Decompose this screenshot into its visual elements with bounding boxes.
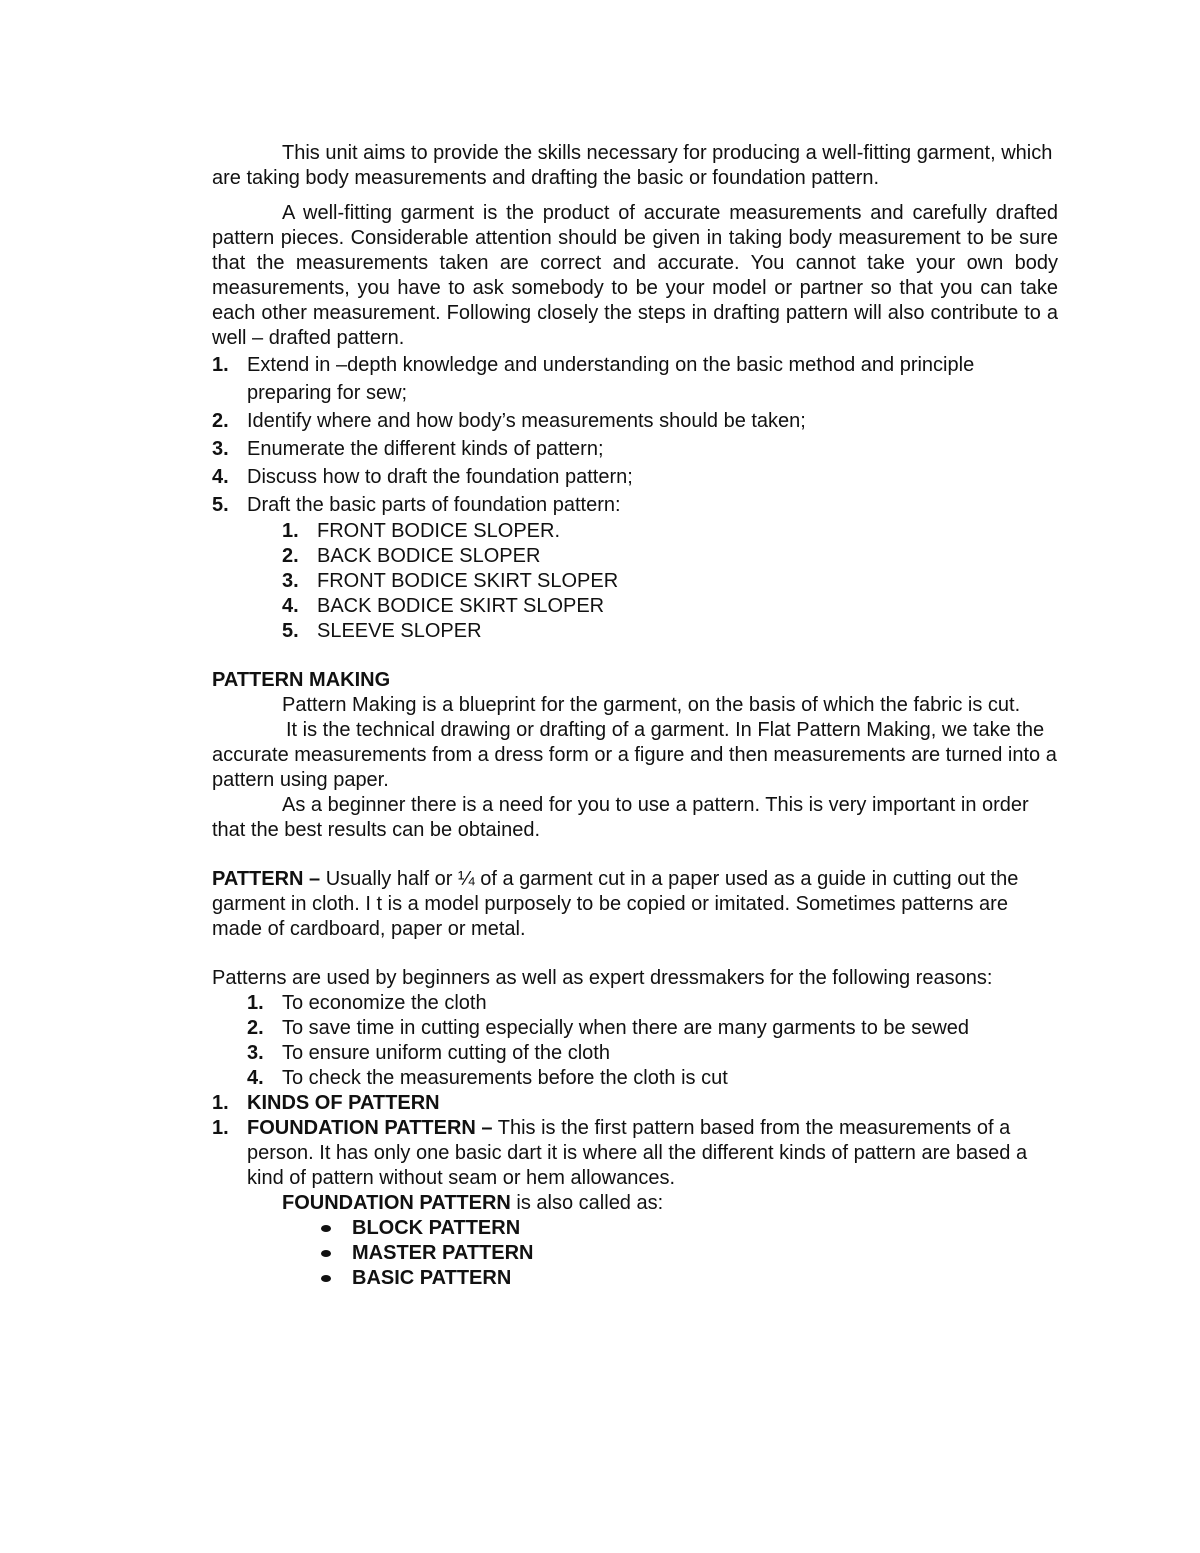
- list-item: 3. To ensure uniform cutting of the cloth: [247, 1042, 610, 1064]
- list-item: 4. Discuss how to draft the foundation pattern;: [212, 466, 633, 488]
- list-item: 4. To check the measurements before the cloth is cut: [247, 1067, 728, 1089]
- list-item: 2. Identify where and how body’s measurements should be taken;: [212, 410, 806, 432]
- list-item: 5. Draft the basic parts of foundation pattern:: [212, 494, 621, 516]
- intro-paragraph-1: This unit aims to provide the skills necessary for producing a well-fitting garment, which are taking body measurements and drafting the basic or foundation pattern.: [212, 142, 1053, 189]
- list-item: 1. FRONT BODICE SLOPER.: [282, 520, 561, 542]
- slopers-list: [282, 519, 1058, 644]
- list-item: 4. BACK BODICE SKIRT SLOPER: [282, 595, 605, 617]
- reasons-list: [247, 991, 1058, 1091]
- list-item: 1. Extend in –depth knowledge and understanding on the basic method and principle preparing for sew;: [212, 354, 975, 404]
- document-page: [212, 141, 1058, 1291]
- foundation-pattern-item: 1. FOUNDATION PATTERN – This is the first pattern based from the measurements of a person. It has only one basic dart it is where all the different kinds of pattern are based a kind of pattern without seam or hem allowances. FOUNDATION PATTERN is also called as:: [212, 1116, 1058, 1216]
- pattern-definition: PATTERN – Usually half or ¼ of a garment cut in a paper used as a guide in cutting out the garment in cloth. I t is a model purposely to be copied or imitated. Sometimes patterns are made of cardboard, paper or metal.: [212, 868, 1019, 940]
- list-item: 2. BACK BODICE SLOPER: [282, 545, 541, 567]
- list-item: 3. FRONT BODICE SKIRT SLOPER: [282, 570, 619, 592]
- pattern-making-paragraph-2: As a beginner there is a need for you to use a pattern. This is very important in order that the best results can be obtained.: [212, 794, 1029, 841]
- list-item: 5. SLEEVE SLOPER: [282, 620, 482, 642]
- list-item: BASIC PATTERN: [317, 1266, 1058, 1291]
- objectives-list: [212, 351, 1058, 519]
- pattern-making-paragraph-1: Pattern Making is a blueprint for the garment, on the basis of which the fabric is cut.It is the technical drawing or drafting of a garment. In Flat Pattern Making, we take the accurate measurements from a dress form or a figure and then measurements are turned into a pattern using paper.: [212, 694, 1057, 791]
- list-item: MASTER PATTERN: [317, 1241, 1058, 1266]
- reasons-intro: Patterns are used by beginners as well as expert dressmakers for the following reasons:: [212, 967, 993, 989]
- intro-paragraph-2: A well-fitting garment is the product of accurate measurements and carefully drafted pattern pieces. Considerable attention should be given in taking body measurement to be sure that the measurements taken are correct and accurate. You cannot take your own body measurements, you have to ask somebody to be your model or partner so that you can take each other measurement. Following closely the steps in drafting pattern will also contribute to a well – drafted pattern.: [212, 202, 1058, 349]
- foundation-aliases-list: [317, 1216, 1058, 1291]
- list-item: 1. To economize the cloth: [247, 992, 487, 1014]
- list-item: BLOCK PATTERN: [317, 1216, 1058, 1241]
- pattern-making-heading: PATTERN MAKING: [212, 669, 391, 691]
- list-item: 3. Enumerate the different kinds of pattern;: [212, 438, 604, 460]
- list-item: 2. To save time in cutting especially when there are many garments to be sewed: [247, 1017, 970, 1039]
- foundation-also-called: FOUNDATION PATTERN is also called as:: [282, 1192, 664, 1214]
- bullet-icon: [321, 1225, 331, 1232]
- kinds-of-pattern-heading: 1. KINDS OF PATTERN: [212, 1092, 440, 1114]
- bullet-icon: [321, 1250, 331, 1257]
- bullet-icon: [321, 1275, 331, 1282]
- kinds-heading-list: [212, 1091, 1058, 1116]
- foundation-list: [212, 1116, 1058, 1216]
